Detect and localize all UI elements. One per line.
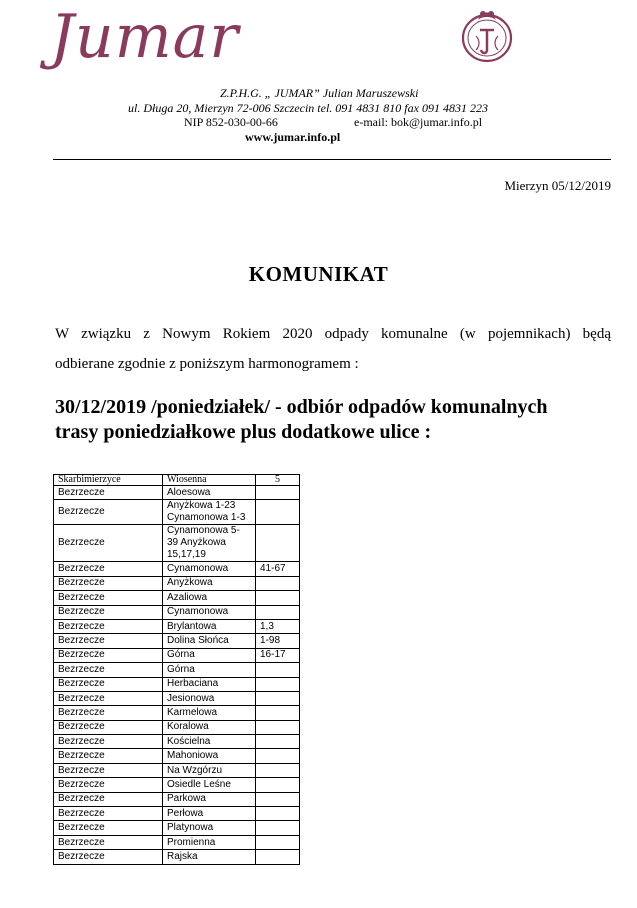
table-row (54, 648, 300, 662)
street-cell: Górna (163, 648, 256, 662)
street-cell: Kościelna (163, 735, 256, 749)
table-row (54, 486, 300, 500)
town-cell: Bezrzecze (54, 525, 163, 562)
number-cell (256, 591, 300, 605)
header-cell: Skarbimierzyce (54, 475, 163, 486)
street-cell: Rajska (163, 850, 256, 864)
header-cell: 5 (256, 475, 300, 486)
number-cell (256, 850, 300, 864)
table-row (54, 591, 300, 605)
number-cell (256, 525, 300, 562)
town-cell: Bezrzecze (54, 821, 163, 835)
number-cell (256, 749, 300, 763)
street-cell: Na Wzgórzu (163, 763, 256, 777)
schedule-headline (55, 395, 615, 445)
table-row (54, 749, 300, 763)
town-cell: Bezrzecze (54, 576, 163, 590)
town-cell: Bezrzecze (54, 735, 163, 749)
town-cell: Bezrzecze (54, 634, 163, 648)
street-cell: Herbaciana (163, 677, 256, 691)
street-cell: Brylantowa (163, 619, 256, 633)
town-cell: Bezrzecze (54, 807, 163, 821)
street-cell: Anyżkowa (163, 576, 256, 590)
company-email: e-mail: bok@jumar.info.pl (354, 115, 483, 129)
town-cell: Bezrzecze (54, 677, 163, 691)
number-cell: 1,3 (256, 619, 300, 633)
intro-line-2: odbierane zgodnie z poniższym harmonogramem : (55, 356, 359, 372)
street-cell: Promienna (163, 835, 256, 849)
town-cell: Bezrzecze (54, 663, 163, 677)
town-cell: Bezrzecze (54, 619, 163, 633)
company-name: Z.P.H.G. „ JUMAR” Julian Maruszewski (220, 86, 419, 100)
town-cell: Bezrzecze (54, 500, 163, 525)
table-row (54, 835, 300, 849)
table-row (54, 720, 300, 734)
table-row (54, 706, 300, 720)
company-website: www.jumar.info.pl (245, 130, 341, 144)
table-row (54, 821, 300, 835)
table-header-row (54, 475, 300, 486)
headline-line-2: trasy poniedziałkowe plus dodatkowe ulice : (55, 421, 432, 443)
street-cell: Cynamonowa (163, 605, 256, 619)
number-cell: 1-98 (256, 634, 300, 648)
number-cell (256, 807, 300, 821)
table-row (54, 691, 300, 705)
number-cell (256, 778, 300, 792)
town-cell: Bezrzecze (54, 749, 163, 763)
street-cell: Dolina Słońca (163, 634, 256, 648)
number-cell (256, 792, 300, 806)
town-cell: Bezrzecze (54, 605, 163, 619)
street-cell: Cynamonowa 5- 39 Anyżkowa 15,17,19 (163, 525, 256, 562)
table-row (54, 792, 300, 806)
street-cell: Osiedle Leśne (163, 778, 256, 792)
table-row (54, 605, 300, 619)
town-cell: Bezrzecze (54, 562, 163, 576)
street-cell: Górna (163, 663, 256, 677)
street-cell: Perłowa (163, 807, 256, 821)
number-cell (256, 605, 300, 619)
table-row (54, 763, 300, 777)
jumar-seal-icon (456, 6, 518, 64)
town-cell: Bezrzecze (54, 706, 163, 720)
headline-line-1: 30/12/2019 /poniedziałek/ - odbiór odpadów komunalnych (55, 396, 548, 418)
table-row (54, 619, 300, 633)
town-cell: Bezrzecze (54, 691, 163, 705)
town-cell: Bezrzecze (54, 648, 163, 662)
number-cell (256, 663, 300, 677)
street-cell: Koralowa (163, 720, 256, 734)
table-row (54, 778, 300, 792)
town-cell: Bezrzecze (54, 850, 163, 864)
street-cell: Cynamonowa (163, 562, 256, 576)
intro-line-1: W związku z Nowym Rokiem 2020 odpady komunalne (w pojemnikach) będą (55, 326, 611, 342)
table-row (54, 562, 300, 576)
number-cell (256, 763, 300, 777)
town-cell: Bezrzecze (54, 778, 163, 792)
company-nip: NIP 852-030-00-66 (184, 115, 278, 129)
street-cell: Anyżkowa 1-23 Cynamonowa 1-3 (163, 500, 256, 525)
town-cell: Bezrzecze (54, 763, 163, 777)
number-cell (256, 821, 300, 835)
street-cell: Mahoniowa (163, 749, 256, 763)
town-cell: Bezrzecze (54, 720, 163, 734)
table-row (54, 807, 300, 821)
intro-paragraph (55, 319, 611, 379)
table-row (54, 500, 300, 525)
number-cell (256, 677, 300, 691)
table-row (54, 576, 300, 590)
street-cell: Azaliowa (163, 591, 256, 605)
number-cell (256, 706, 300, 720)
company-address: ul. Długa 20, Mierzyn 72-006 Szczecin tel. 091 4831 810 fax 091 4831 223 (128, 100, 488, 115)
table-row (54, 850, 300, 864)
number-cell (256, 486, 300, 500)
number-cell (256, 691, 300, 705)
street-cell: Karmelowa (163, 706, 256, 720)
town-cell: Bezrzecze (54, 792, 163, 806)
header-cell: Wiosenna (163, 475, 256, 486)
street-cell: Platynowa (163, 821, 256, 835)
number-cell (256, 720, 300, 734)
number-cell (256, 735, 300, 749)
table-row (54, 525, 300, 562)
number-cell (256, 835, 300, 849)
number-cell (256, 500, 300, 525)
town-cell: Bezrzecze (54, 486, 163, 500)
street-cell: Jesionowa (163, 691, 256, 705)
town-cell: Bezrzecze (54, 591, 163, 605)
streets-table (53, 474, 300, 865)
town-cell: Bezrzecze (54, 835, 163, 849)
table-row (54, 634, 300, 648)
table-row (54, 677, 300, 691)
street-cell: Aloesowa (163, 486, 256, 500)
table-row (54, 663, 300, 677)
company-logo: Jumar (50, 2, 240, 72)
document-title: KOMUNIKAT (248, 262, 389, 286)
header-divider (53, 159, 611, 160)
number-cell (256, 576, 300, 590)
number-cell: 41-67 (256, 562, 300, 576)
number-cell: 16-17 (256, 648, 300, 662)
table-row (54, 735, 300, 749)
document-date: Mierzyn 05/12/2019 (504, 178, 611, 193)
street-cell: Parkowa (163, 792, 256, 806)
